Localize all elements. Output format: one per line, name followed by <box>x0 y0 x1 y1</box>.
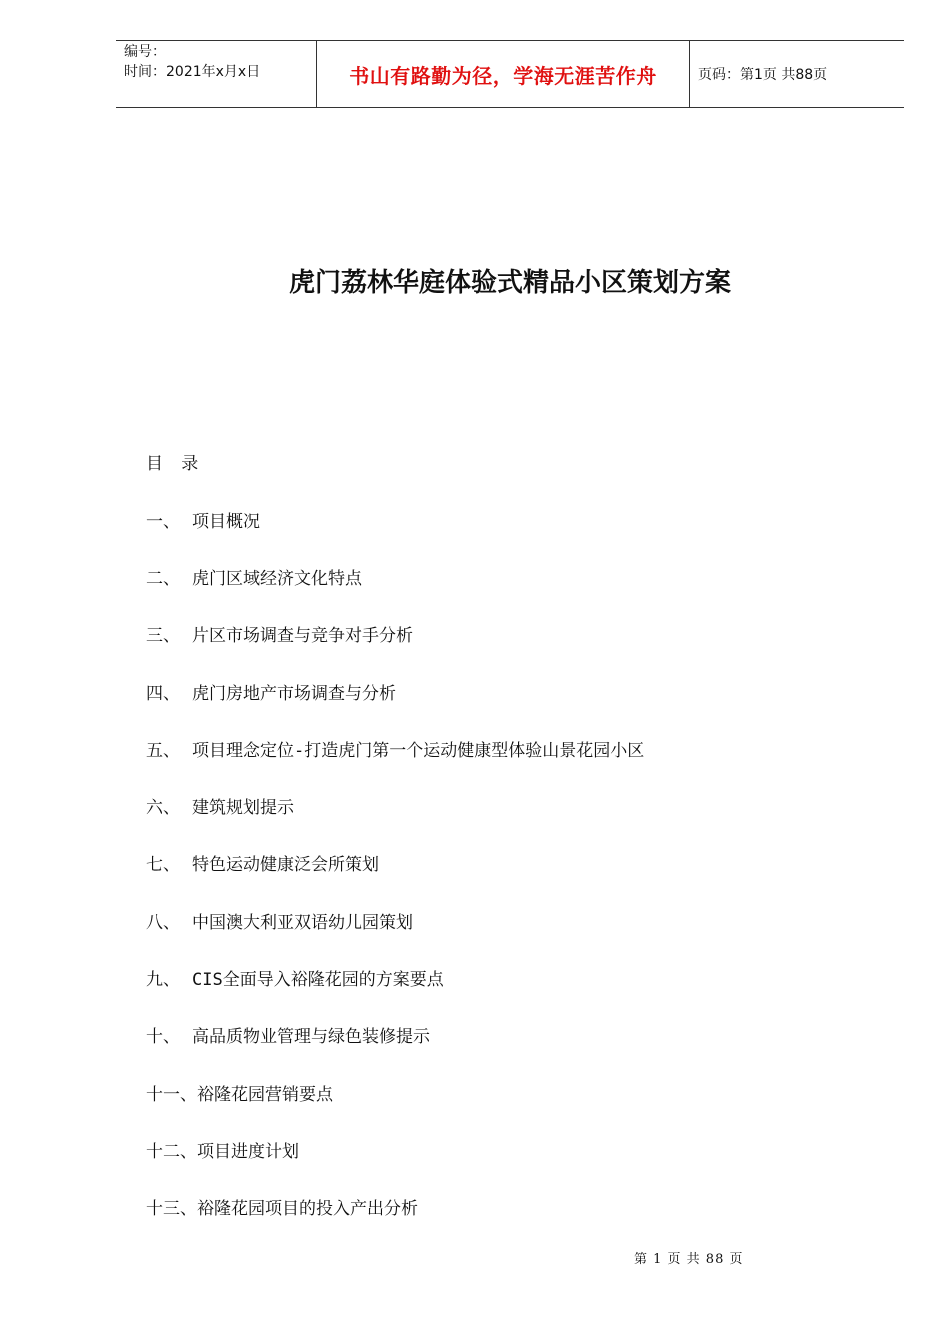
toc-item-text: 特色运动健康泛会所策划 <box>192 855 379 875</box>
toc-item[interactable] <box>146 1080 333 1105</box>
toc-item-text: 虎门房地产市场调查与分析 <box>192 684 396 704</box>
toc-item[interactable] <box>146 965 444 990</box>
toc-item-number: 八、 <box>146 913 180 933</box>
header-page-info: 页码：第1页 共88页 <box>698 67 828 83</box>
toc-item[interactable] <box>146 850 379 875</box>
header-meta <box>116 41 317 107</box>
toc-item[interactable] <box>146 1137 299 1162</box>
toc-item-number: 九、 <box>146 970 180 990</box>
toc-item[interactable] <box>146 736 644 761</box>
toc-item-number: 三、 <box>146 626 180 646</box>
toc-item[interactable] <box>146 908 413 933</box>
toc-item-number: 十二、 <box>146 1142 197 1162</box>
toc-item-text: CIS全面导入裕隆花园的方案要点 <box>192 970 444 990</box>
toc-item-text: 裕隆花园项目的投入产出分析 <box>197 1199 418 1219</box>
toc-item[interactable] <box>146 1022 430 1047</box>
toc-item-number: 四、 <box>146 684 180 704</box>
toc-item-number: 十三、 <box>146 1199 197 1219</box>
toc-item-number: 二、 <box>146 569 180 589</box>
toc-item[interactable] <box>146 1194 418 1219</box>
page-header <box>116 40 904 108</box>
toc-item[interactable] <box>146 679 396 704</box>
number-label: 编号： <box>124 44 166 60</box>
toc-item-text: 中国澳大利亚双语幼儿园策划 <box>192 913 413 933</box>
toc-item[interactable] <box>146 793 294 818</box>
toc-item-text: 建筑规划提示 <box>192 798 294 818</box>
toc-item-number: 六、 <box>146 798 180 818</box>
toc-item-text: 项目概况 <box>192 512 260 532</box>
toc-item-text: 项目进度计划 <box>197 1142 299 1162</box>
toc-item-number: 十、 <box>146 1027 180 1047</box>
toc-item-text: 项目理念定位-打造虎门第一个运动健康型体验山景花园小区 <box>192 741 645 761</box>
toc-item[interactable] <box>146 621 413 646</box>
header-motto: 书山有路勤为径，学海无涯苦作舟 <box>317 41 690 107</box>
document-title: 虎门荔林华庭体验式精品小区策划方案 <box>288 268 731 298</box>
toc-item-number: 五、 <box>146 741 180 761</box>
toc-item-text: 虎门区域经济文化特点 <box>192 569 362 589</box>
page-footer: 第 1 页 共 88 页 <box>634 1252 744 1267</box>
toc-item-number: 一、 <box>146 512 180 532</box>
toc-item-text: 裕隆花园营销要点 <box>197 1085 333 1105</box>
toc-heading: 目 录 <box>146 454 203 474</box>
toc-item-text: 高品质物业管理与绿色装修提示 <box>192 1027 430 1047</box>
toc-item[interactable] <box>146 507 260 532</box>
toc-item[interactable] <box>146 564 362 589</box>
toc-item-number: 七、 <box>146 855 180 875</box>
toc-item-text: 片区市场调查与竞争对手分析 <box>192 626 413 646</box>
toc-item-number: 十一、 <box>146 1085 197 1105</box>
time-label: 时间：2021年x月x日 <box>124 64 261 80</box>
